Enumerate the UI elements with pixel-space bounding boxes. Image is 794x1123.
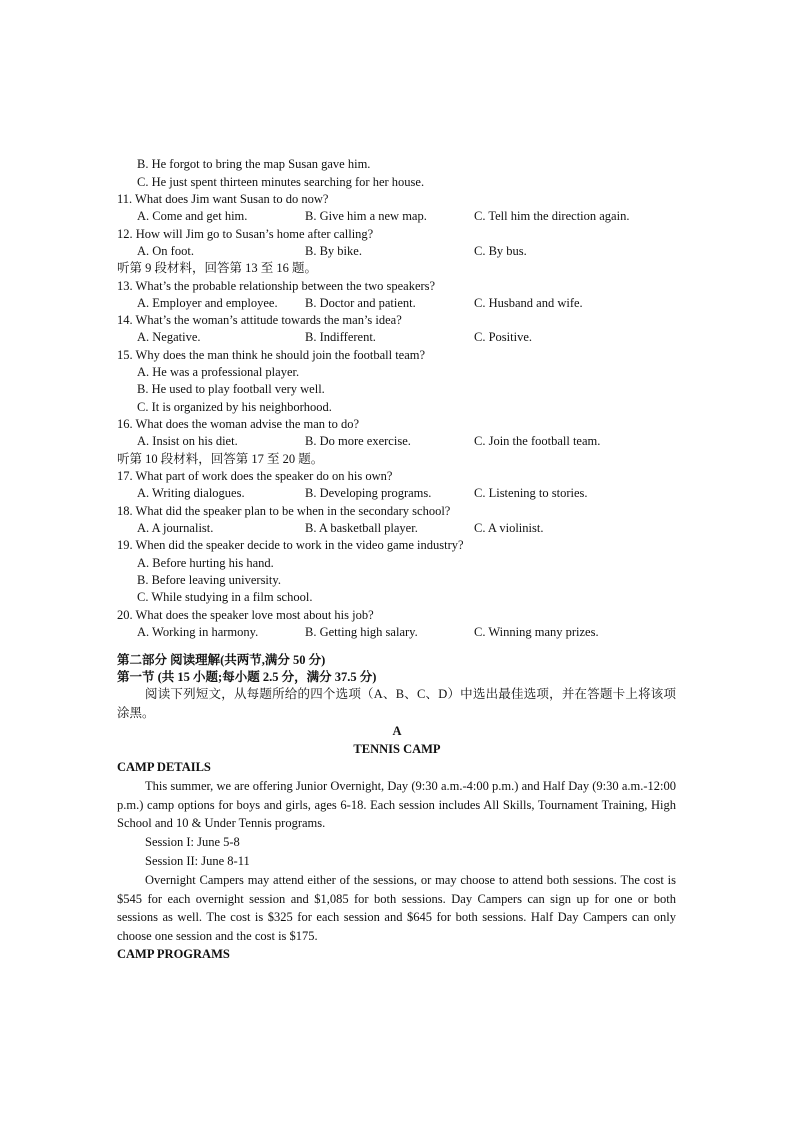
question-18: 18. What did the speaker plan to be when in the secondary school? — [117, 504, 451, 518]
q17-option-c: C. Listening to stories. — [474, 486, 588, 500]
section-10-instruction: 听第 10 段材料，回答第 17 至 20 题。 — [117, 452, 324, 466]
q12-option-a: A. On foot. — [137, 244, 194, 258]
q15-option-b: B. He used to play football very well. — [137, 382, 325, 396]
camp-details-paragraph: This summer, we are offering Junior Overnight, Day (9:30 a.m.-4:00 p.m.) and Half Day (9:30 a.m.-12:00 p.m.) camp options for boys and girls, ages 6-18. Each session includes All Skills, Tournament Training, High School and 10 & Under Tennis programs. — [117, 779, 676, 831]
q18-option-c: C. A violinist. — [474, 521, 544, 535]
q19-option-c: C. While studying in a film school. — [137, 590, 313, 604]
q19-option-b: B. Before leaving university. — [137, 573, 281, 587]
reading-instructions: 阅读下列短文，从每题所给的四个选项（A、B、C、D）中选出最佳选项，并在答题卡上将该项涂黑。 — [117, 687, 676, 720]
q20-option-c: C. Winning many prizes. — [474, 625, 599, 639]
q10-option-b: B. He forgot to bring the map Susan gave him. — [137, 157, 371, 171]
passage-letter: A — [392, 724, 402, 738]
q15-option-a: A. He was a professional player. — [137, 365, 300, 379]
q14-option-a: A. Negative. — [137, 330, 201, 344]
q10-option-c: C. He just spent thirteen minutes searching for her house. — [137, 175, 425, 189]
q18-option-b: B. A basketball player. — [305, 521, 418, 535]
q11-option-b: B. Give him a new map. — [305, 209, 427, 223]
session-1: Session I: June 5-8 — [145, 835, 240, 849]
q20-option-a: A. Working in harmony. — [137, 625, 259, 639]
q13-option-b: B. Doctor and patient. — [305, 296, 416, 310]
q14-option-b: B. Indifferent. — [305, 330, 376, 344]
camp-programs-heading: CAMP PROGRAMS — [117, 947, 230, 961]
reading-part-title: 第二部分 阅读理解(共两节,满分 50 分) — [117, 653, 326, 667]
passage-title: TENNIS CAMP — [353, 742, 441, 756]
q12-option-b: B. By bike. — [305, 244, 362, 258]
q11-option-a: A. Come and get him. — [137, 209, 248, 223]
q18-option-a: A. A journalist. — [137, 521, 214, 535]
q13-option-c: C. Husband and wife. — [474, 296, 583, 310]
q17-option-a: A. Writing dialogues. — [137, 486, 245, 500]
reading-section-title: 第一节 (共 15 小题;每小题 2.5 分，满分 37.5 分) — [117, 670, 377, 684]
q13-option-a: A. Employer and employee. — [137, 296, 278, 310]
question-14: 14. What’s the woman’s attitude towards the man’s idea? — [117, 313, 402, 327]
q15-option-c: C. It is organized by his neighborhood. — [137, 400, 332, 414]
q12-option-c: C. By bus. — [474, 244, 527, 258]
question-11: 11. What does Jim want Susan to do now? — [117, 192, 329, 206]
question-19: 19. When did the speaker decide to work in the video game industry? — [117, 538, 464, 552]
question-12: 12. How will Jim go to Susan’s home after calling? — [117, 227, 374, 241]
question-16: 16. What does the woman advise the man to do? — [117, 417, 360, 431]
q17-option-b: B. Developing programs. — [305, 486, 432, 500]
question-17: 17. What part of work does the speaker do on his own? — [117, 469, 393, 483]
q19-option-a: A. Before hurting his hand. — [137, 556, 274, 570]
q16-option-c: C. Join the football team. — [474, 434, 601, 448]
section-9-instruction: 听第 9 段材料，回答第 13 至 16 题。 — [117, 261, 318, 275]
q14-option-c: C. Positive. — [474, 330, 532, 344]
question-20: 20. What does the speaker love most about his job? — [117, 608, 374, 622]
question-15: 15. Why does the man think he should join the football team? — [117, 348, 426, 362]
q16-option-a: A. Insist on his diet. — [137, 434, 238, 448]
camp-cost-paragraph: Overnight Campers may attend either of the sessions, or may choose to attend both sessions. The cost is $545 for each overnight session and $1,085 for both sessions. Day Campers can sign up for one or both sessions as well. The cost is $325 for each session and $645 for both sessions. Half Day Campers can only choose one session and the cost is $175. — [117, 873, 676, 943]
q11-option-c: C. Tell him the direction again. — [474, 209, 630, 223]
q16-option-b: B. Do more exercise. — [305, 434, 411, 448]
question-13: 13. What’s the probable relationship between the two speakers? — [117, 279, 436, 293]
q20-option-b: B. Getting high salary. — [305, 625, 418, 639]
session-2: Session II: June 8-11 — [145, 854, 250, 868]
camp-details-heading: CAMP DETAILS — [117, 760, 211, 774]
